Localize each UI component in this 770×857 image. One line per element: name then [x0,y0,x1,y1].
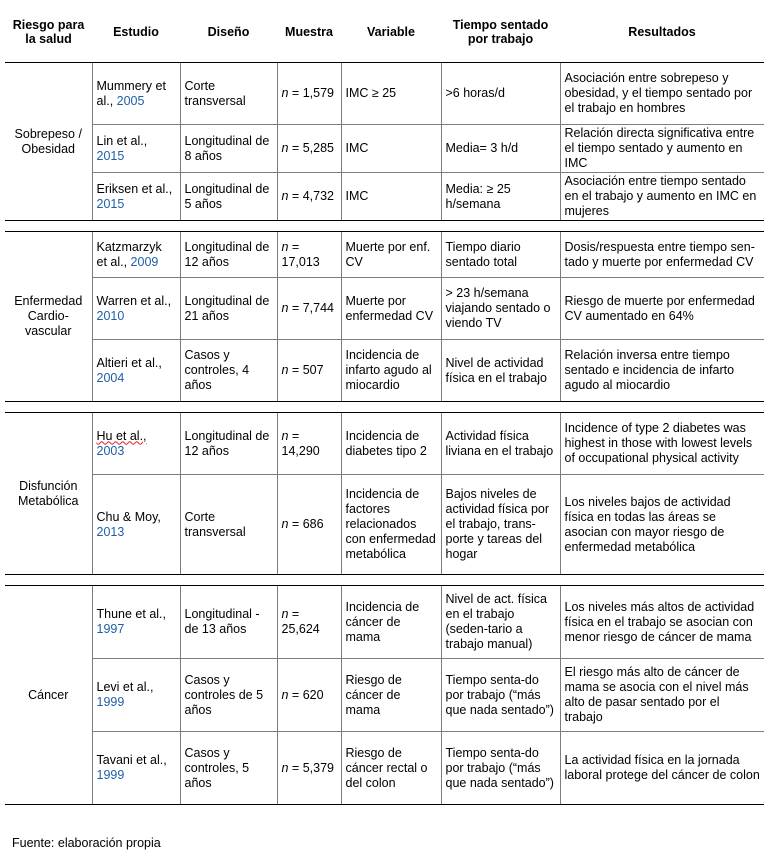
study-cell [92,732,180,805]
design-cell: Longitudinal de 8 años [180,125,277,173]
result-cell: Asociación entre tiempo sentado en el trabajo y aumento en IMC en mujeres [560,173,764,221]
header-diseno: Diseño [180,2,277,63]
sample-cell: n = 25,624 [277,586,341,659]
sample-value: 25,624 [281,622,320,636]
study-author: Chu & Moy, [96,509,161,524]
study-cell [92,63,180,125]
study-year: 2010 [96,308,125,323]
table-row [5,586,764,659]
design-cell: Longitudinal de 12 años [180,232,277,278]
study-cell [92,413,180,475]
table-row [5,659,764,732]
separator-cell [5,575,764,586]
sample-n-symbol: n [281,760,289,775]
variable-cell: Riesgo de cáncer de mama [341,659,441,732]
sample-cell: n = 1,579 [277,63,341,125]
table-row [5,278,764,340]
design-cell: Casos y controles de 5 años [180,659,277,732]
variable-cell: Muerte por enf. CV [341,232,441,278]
study-author: Tavani et al., [96,753,167,767]
table-row [5,732,764,805]
design-cell: Longitudinal de 12 años [180,413,277,475]
study-author: Katzmarzyk et al., [96,239,162,269]
study-author: Mummery et al., [96,78,166,108]
study-year: 2003 [96,443,125,458]
time-cell: > 23 h/semana viajando sentado o viendo TV [441,278,560,340]
study-author: Hu et al., [96,428,147,443]
sample-cell: n = 17,013 [277,232,341,278]
risk-group-label: Cáncer [5,586,92,805]
design-cell: Corte transversal [180,63,277,125]
sample-n-symbol: n [281,86,289,100]
design-cell: Longitudinal -de 13 años [180,586,277,659]
group-separator [5,402,764,413]
table-row [5,232,764,278]
time-cell: Tiempo diario sentado total [441,232,560,278]
result-cell: Los niveles bajos de actividad física en todas las áreas se asocian con mayor riesgo de enfermedad metabólica [560,475,764,575]
sample-value: 5,285 [302,141,334,155]
study-year: 2005 [116,93,145,108]
group-separator [5,221,764,232]
variable-cell: IMC [341,173,441,221]
sample-n-symbol: n [281,239,289,254]
table-row [5,475,764,575]
sample-n-symbol: n [281,363,289,377]
time-cell: Media: ≥ 25 h/semana [441,173,560,221]
sample-cell: n = 507 [277,340,341,402]
sample-n-symbol: n [281,141,289,155]
time-cell: Media= 3 h/d [441,125,560,173]
study-year: 2015 [96,148,125,163]
risk-group-label: Sobrepeso / Obesidad [5,63,92,221]
variable-cell: Incidencia de diabetes tipo 2 [341,413,441,475]
study-cell [92,475,180,575]
header-riesgo: Riesgo para la salud [5,2,92,63]
header-estudio: Estudio [92,2,180,63]
study-author: Altieri et al., [96,355,162,370]
sample-value: 1,579 [302,86,334,100]
time-cell: Nivel de actividad física en el trabajo [441,340,560,402]
time-cell: Tiempo senta-do por trabajo (“más que nada sentado”) [441,732,560,805]
study-year: 2004 [96,370,125,385]
study-author: Levi et al., [96,680,154,694]
sample-cell: n = 7,744 [277,278,341,340]
time-cell: >6 horas/d [441,63,560,125]
study-cell [92,586,180,659]
result-cell: Asociación entre sobrepeso y obesidad, y el tiempo sentado por el trabajo en hombres [560,63,764,125]
sample-value: 620 [302,687,324,702]
risk-group-label: Disfunción Metabólica [5,413,92,575]
sample-cell: n = 620 [277,659,341,732]
study-year: 2013 [96,524,125,539]
study-cell [92,278,180,340]
design-cell: Longitudinal de 21 años [180,278,277,340]
result-cell: Relación inversa entre tiempo sentado e incidencia de infarto agudo al miocardio [560,340,764,402]
separator-cell [5,402,764,413]
study-cell [92,125,180,173]
group-separator [5,575,764,586]
table-footer-source: Fuente: elaboración propia [12,836,161,850]
sample-value: 4,732 [302,189,334,203]
table-row [5,340,764,402]
sample-cell: n = 5,285 [277,125,341,173]
sample-value: 7,744 [302,301,334,315]
sample-value: 17,013 [281,254,320,269]
study-cell [92,659,180,732]
sample-cell: n = 686 [277,475,341,575]
time-cell: Nivel de act. física en el trabajo (seden-tario a trabajo manual) [441,586,560,659]
time-cell: Actividad física liviana en el trabajo [441,413,560,475]
header-variable: Variable [341,2,441,63]
variable-cell: Incidencia de factores relacionados con enfermedad metabólica [341,475,441,575]
variable-cell: IMC [341,125,441,173]
variable-cell: Incidencia de cáncer de mama [341,586,441,659]
sample-cell: n = 14,290 [277,413,341,475]
sample-value: 5,379 [302,760,334,775]
design-cell: Casos y controles, 5 años [180,732,277,805]
study-cell [92,173,180,221]
sample-cell: n = 5,379 [277,732,341,805]
result-cell: Dosis/respuesta entre tiempo sen-tado y muerte por enfermedad CV [560,232,764,278]
sample-n-symbol: n [281,517,289,531]
sample-n-symbol: n [281,301,289,315]
time-cell: Bajos niveles de actividad física por el trabajo, trans-porte y tareas del hogar [441,475,560,575]
result-cell: Incidence of type 2 diabetes was highest in those with lowest levels of occupational physical activity [560,413,764,475]
result-cell: La actividad física en la jornada laboral protege del cáncer de colon [560,732,764,805]
table-row [5,125,764,173]
study-author: Lin et al., [96,133,148,148]
sample-n-symbol: n [281,428,289,443]
header-resultados: Resultados [560,2,764,63]
study-author: Warren et al., [96,293,172,308]
design-cell: Corte transversal [180,475,277,575]
design-cell: Casos y controles, 4 años [180,340,277,402]
result-cell: Los niveles más altos de actividad física en el trabajo se asocian con menor riesgo de cáncer de mama [560,586,764,659]
study-author: Thune et al., [96,607,166,621]
risk-group-label: Enfermedad Cardio-vascular [5,232,92,402]
sample-n-symbol: n [281,189,289,203]
sample-value: 686 [302,517,324,531]
sample-n-symbol: n [281,607,289,621]
study-author: Eriksen et al., [96,181,173,196]
sample-value: 507 [302,363,324,377]
study-cell [92,232,180,278]
table-row [5,63,764,125]
variable-cell: Riesgo de cáncer rectal o del colon [341,732,441,805]
study-year: 1999 [96,695,125,709]
result-cell: El riesgo más alto de cáncer de mama se asocia con el nivel más alto de pasar sentado por el trabajo [560,659,764,732]
study-cell [92,340,180,402]
table-header-row [5,2,764,63]
study-year: 2015 [96,196,125,211]
header-muestra: Muestra [277,2,341,63]
result-cell: Riesgo de muerte por enfermedad CV aumentado en 64% [560,278,764,340]
sample-n-symbol: n [281,687,289,702]
study-year: 1997 [96,622,125,636]
study-year: 2009 [130,254,159,269]
study-year: 1999 [96,768,125,782]
sample-value: 14,290 [281,443,320,458]
design-cell: Longitudinal de 5 años [180,173,277,221]
variable-cell: IMC ≥ 25 [341,63,441,125]
variable-cell: Incidencia de infarto agudo al miocardio [341,340,441,402]
table-row [5,413,764,475]
result-cell: Relación directa significativa entre el tiempo sentado y aumento en IMC [560,125,764,173]
table-row [5,173,764,221]
sample-cell: n = 4,732 [277,173,341,221]
risk-studies-table [5,2,764,805]
time-cell: Tiempo senta-do por trabajo (“más que nada sentado”) [441,659,560,732]
header-tiempo: Tiempo sentado por trabajo [441,2,560,63]
variable-cell: Muerte por enfermedad CV [341,278,441,340]
separator-cell [5,221,764,232]
